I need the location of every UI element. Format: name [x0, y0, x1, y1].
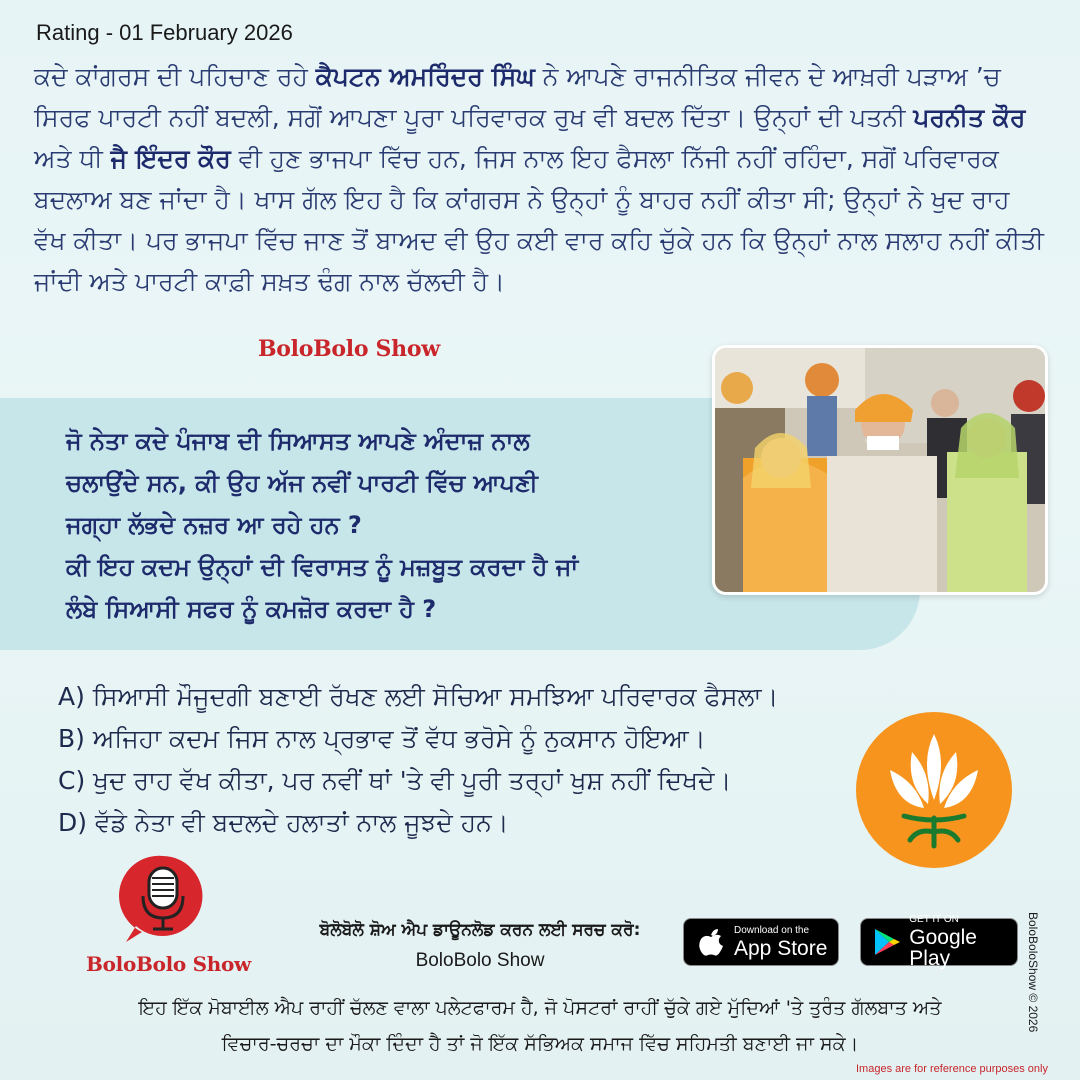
question-line: ਜਗ੍ਹਾ ਲੱਭਦੇ ਨਜ਼ਰ ਆ ਰਹੇ ਹਨ ? — [66, 511, 362, 539]
highlight-name: ਪਰਨੀਤ ਕੌਰ — [913, 103, 1026, 132]
appstore-label: App Store — [734, 936, 828, 960]
news-photo — [712, 345, 1048, 595]
intro-text: ਅਤੇ ਧੀ — [34, 144, 111, 173]
footer-description — [60, 990, 1020, 1062]
option-c[interactable]: C) ਖੁਦ ਰਾਹ ਵੱਖ ਕੀਤਾ, ਪਰ ਨਵੀਂ ਥਾਂ 'ਤੇ ਵੀ ਪੂਰੀ ਤਰ੍ਹਾਂ ਖੁਸ਼ ਨਹੀਂ ਦਿਖਦੇ। — [58, 766, 732, 795]
question-line: ਲੰਬੇ ਸਿਆਸੀ ਸਫਰ ਨੂੰ ਕਮਜ਼ੋਰ ਕਰਦਾ ਹੈ ? — [66, 595, 437, 623]
highlight-name: ਕੈਪਟਨ ਅਮਰਿੰਦਰ ਸਿੰਘ — [315, 62, 535, 91]
apple-icon — [696, 927, 726, 957]
intro-text: ਕਦੇ ਕਾਂਗਰਸ ਦੀ ਪਹਿਚਾਣ ਰਹੇ — [34, 62, 316, 91]
googleplay-small-label: GET IT ON — [909, 914, 959, 925]
answer-options — [58, 676, 838, 844]
app-store-button[interactable] — [683, 918, 839, 966]
google-play-button[interactable] — [860, 914, 1018, 970]
google-play-icon — [873, 927, 901, 957]
intro-text: ਨੇ ਆਪਣੇ ਰਾਜਨੀਤਿਕ ਜੀਵਨ ਦੇ ਆਖ਼ਰੀ ਪੜਾਅ ’ਚ ਸਿਰਫ ਪਾਰਟੀ ਨਹੀਂ ਬਦਲੀ, ਸਗੋਂ ਆਪਣਾ ਪੂਰਾ ਪਰਿਵਾਰਕ ਰੁਖ ਵੀ ਬਦਲ ਦਿੱਤਾ। ਉਨ੍ਹਾਂ ਦੀ ਪਤਨੀ — [34, 62, 1001, 132]
question-line: ਚਲਾਉਂਦੇ ਸਨ, ਕੀ ਉਹ ਅੱਜ ਨਵੀਂ ਪਾਰਟੀ ਵਿੱਚ ਆਪਣੀ — [66, 469, 538, 497]
intro-text: ਵੀ ਹੁਣ ਭਾਜਪਾ ਵਿੱਚ ਹਨ, ਜਿਸ ਨਾਲ ਇਹ ਫੈਸਲਾ ਨਿੱਜੀ ਨਹੀਂ ਰਹਿੰਦਾ, ਸਗੋਂ ਪਰਿਵਾਰਕ ਬਦਲਾਅ ਬਣ ਜਾਂਦਾ ਹੈ। ਖਾਸ ਗੱਲ ਇਹ ਹੈ ਕਿ ਕਾਂਗਰਸ ਨੇ ਉਨ੍ਹਾਂ ਨੂੰ ਬਾਹਰ ਨਹੀਂ ਕੀਤਾ ਸੀ; ਉਨ੍ਹਾਂ ਨੇ ਖੁਦ ਰਾਹ ਵੱਖ ਕੀਤਾ। ਪਰ ਭਾਜਪਾ ਵਿੱਚ ਜਾਣ ਤੋਂ ਬਾਅਦ ਵੀ ਉਹ ਕਈ ਵਾਰ ਕਹਿ ਚੁੱਕੇ ਹਨ ਕਿ ਉਨ੍ਹਾਂ ਨਾਲ ਸਲਾਹ ਨਹੀਂ ਕੀਤੀ ਜਾਂਦੀ ਅਤੇ ਪਾਰਟੀ ਕਾਫ਼ੀ ਸਖ਼ਤ ਢੰਗ ਨਾਲ ਚੱਲਦੀ ਹੈ। — [34, 144, 1044, 296]
appstore-small-label: Download on the — [734, 924, 810, 936]
brand-watermark: BoloBolo Show — [258, 336, 440, 362]
download-instruction: ਬੋਲੋਬੋਲੋ ਸ਼ੋਅ ਐਪ ਡਾਊਨਲੋਡ ਕਰਨ ਲਈ ਸਰਚ ਕਰੋ: — [319, 920, 641, 940]
app-search-name: BoloBolo Show — [415, 950, 545, 971]
brand-logo-text: BoloBolo Show — [86, 952, 251, 976]
question-line: ਜੋ ਨੇਤਾ ਕਦੇ ਪੰਜਾਬ ਦੀ ਸਿਆਸਤ ਆਪਣੇ ਅੰਦਾਜ਼ ਨਾਲ — [66, 427, 530, 455]
option-b[interactable]: B) ਅਜਿਹਾ ਕਦਮ ਜਿਸ ਨਾਲ ਪ੍ਰਭਾਵ ਤੋਂ ਵੱਧ ਭਰੋਸੇ ਨੂੰ ਨੁਕਸਾਨ ਹੋਇਆ। — [58, 724, 706, 753]
footer-line: ਇਹ ਇੱਕ ਮੋਬਾਈਲ ਐਪ ਰਾਹੀਂ ਚੱਲਣ ਵਾਲਾ ਪਲੇਟਫਾਰਮ ਹੈ, ਜੋ ਪੋਸਟਰਾਂ ਰਾਹੀਂ ਚੁੱਕੇ ਗਏ ਮੁੱਦਿਆਂ 'ਤੇ ਤੁਰੰਤ ਗੱਲਬਾਤ ਅਤੇ — [138, 997, 942, 1019]
highlight-name: ਜੈ ਇੰਦਰ ਕੌਰ — [110, 144, 231, 173]
googleplay-label: Google Play — [909, 926, 977, 970]
image-disclaimer: Images are for reference purposes only — [856, 1063, 1048, 1075]
microphone-logo-icon — [118, 852, 208, 944]
question-text — [66, 420, 706, 630]
rating-date: Rating - 01 February 2026 — [36, 20, 293, 45]
intro-paragraph — [34, 56, 1044, 302]
lotus-icon — [856, 712, 1012, 868]
option-d[interactable]: D) ਵੱਡੇ ਨੇਤਾ ਵੀ ਬਦਲਦੇ ਹਲਾਤਾਂ ਨਾਲ ਜੂਝਦੇ ਹਨ। — [58, 808, 509, 837]
question-line: ਕੀ ਇਹ ਕਦਮ ਉਨ੍ਹਾਂ ਦੀ ਵਿਰਾਸਤ ਨੂੰ ਮਜ਼ਬੂਤ ਕਰਦਾ ਹੈ ਜਾਂ — [66, 553, 579, 581]
option-a[interactable]: A) ਸਿਆਸੀ ਮੌਜੂਦਗੀ ਬਣਾਈ ਰੱਖਣ ਲਈ ਸੋਚਿਆ ਸਮਝਿਆ ਪਰਿਵਾਰਕ ਫੈਸਲਾ। — [58, 682, 779, 711]
footer-line: ਵਿਚਾਰ-ਚਰਚਾ ਦਾ ਮੌਕਾ ਦਿੰਦਾ ਹੈ ਤਾਂ ਜੋ ਇੱਕ ਸੱਭਿਅਕ ਸਮਾਜ ਵਿੱਚ ਸਹਿਮਤੀ ਬਣਾਈ ਜਾ ਸਕੇ। — [221, 1033, 859, 1055]
copyright-text: BoloBoloShow © 2026 — [1026, 912, 1040, 1033]
